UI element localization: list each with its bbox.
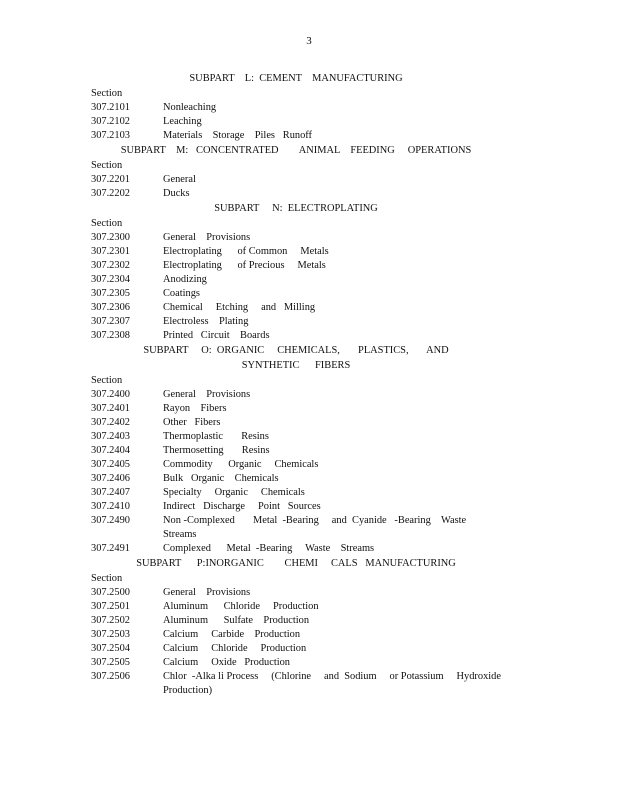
section-number: 307.2305 [91, 288, 130, 299]
subpart-heading: SYNTHETIC FIBERS [241, 360, 351, 371]
section-number: 307.2400 [91, 389, 130, 400]
section-row [91, 486, 501, 500]
section-number: 307.2501 [91, 601, 130, 612]
subpart-block [91, 557, 501, 698]
subpart-heading: SUBPART N: ELECTROPLATING [214, 203, 378, 214]
subpart-block [91, 344, 501, 556]
section-row [91, 614, 501, 628]
section-title: Electroplating of Precious Metals [163, 260, 326, 271]
section-row [91, 173, 501, 187]
section-number: 307.2101 [91, 102, 130, 113]
section-number: 307.2502 [91, 615, 130, 626]
section-row [91, 500, 501, 514]
section-number: 307.2490 [91, 515, 130, 526]
section-title: Complexed Metal -Bearing Waste Streams [163, 543, 375, 554]
section-row [91, 329, 501, 343]
section-label: Section [91, 375, 123, 386]
section-row [91, 129, 501, 143]
section-title: Printed Circuit Boards [163, 330, 270, 341]
section-number: 307.2402 [91, 417, 130, 428]
section-row [91, 388, 501, 402]
section-title: Other Fibers [163, 417, 221, 428]
section-row [91, 245, 501, 259]
section-label: Section [91, 88, 123, 99]
section-number: 307.2401 [91, 403, 130, 414]
section-number: 307.2301 [91, 246, 130, 257]
section-title: Nonleaching [163, 102, 217, 113]
section-title: Commodity Organic Chemicals [163, 459, 319, 470]
section-title: General Provisions [163, 587, 251, 598]
section-number: 307.2503 [91, 629, 130, 640]
section-number: 307.2102 [91, 116, 130, 127]
section-number: 307.2404 [91, 445, 130, 456]
section-row [91, 670, 501, 698]
section-number: 307.2505 [91, 657, 130, 668]
subpart-heading: SUBPART O: ORGANIC CHEMICALS, PLASTICS, AND [143, 345, 449, 356]
section-label: Section [91, 218, 123, 229]
subpart-block [91, 144, 501, 201]
section-row [91, 115, 501, 129]
section-title: Electroplating of Common Metals [163, 246, 329, 257]
section-number: 307.2406 [91, 473, 130, 484]
section-number: 307.2407 [91, 487, 130, 498]
section-number: 307.2201 [91, 174, 130, 185]
section-number: 307.2506 [91, 671, 130, 682]
section-title: Aluminum Sulfate Production [163, 615, 310, 626]
section-row [91, 642, 501, 656]
section-row [91, 430, 501, 444]
section-title: Non -Complexed Metal -Bearing and Cyanide -Bearing Waste Streams [163, 515, 477, 540]
section-title: General Provisions [163, 389, 251, 400]
section-row [91, 402, 501, 416]
subpart-block [91, 202, 501, 343]
section-number: 307.2103 [91, 130, 130, 141]
section-title: Calcium Oxide Production [163, 657, 290, 668]
section-row [91, 656, 501, 670]
section-title: Ducks [163, 188, 190, 199]
section-row [91, 458, 501, 472]
section-row [91, 101, 501, 115]
section-title: Thermoplastic Resins [163, 431, 269, 442]
section-title: Chemical Etching and Milling [163, 302, 316, 313]
section-title: Thermosetting Resins [163, 445, 270, 456]
page-number: 3 [306, 35, 312, 47]
section-number: 307.2410 [91, 501, 130, 512]
section-row [91, 600, 501, 614]
subpart-block [91, 72, 501, 143]
section-row [91, 315, 501, 329]
section-title: Indirect Discharge Point Sources [163, 501, 321, 512]
section-title: Calcium Carbide Production [163, 629, 301, 640]
section-row [91, 514, 501, 542]
section-number: 307.2300 [91, 232, 130, 243]
section-number: 307.2405 [91, 459, 130, 470]
section-number: 307.2504 [91, 643, 130, 654]
section-row [91, 586, 501, 600]
section-row [91, 542, 501, 556]
section-title: Chlor -Alka li Process (Chlorine and Sodium or Potassium Hydroxide Production) [163, 671, 501, 696]
section-row [91, 259, 501, 273]
section-row [91, 416, 501, 430]
section-title: Specialty Organic Chemicals [163, 487, 305, 498]
section-number: 307.2307 [91, 316, 130, 327]
section-number: 307.2491 [91, 543, 130, 554]
section-title: Calcium Chloride Production [163, 643, 307, 654]
section-title: Leaching [163, 116, 202, 127]
section-row [91, 472, 501, 486]
subpart-heading: SUBPART L: CEMENT MANUFACTURING [189, 73, 403, 84]
section-title: Coatings [163, 288, 200, 299]
section-row [91, 273, 501, 287]
section-number: 307.2500 [91, 587, 130, 598]
section-row [91, 444, 501, 458]
subpart-heading: SUBPART P:INORGANIC CHEMI CALS MANUFACTURING [136, 558, 456, 569]
section-number: 307.2302 [91, 260, 130, 271]
section-row [91, 287, 501, 301]
section-label: Section [91, 160, 123, 171]
section-number: 307.2202 [91, 188, 130, 199]
section-row [91, 231, 501, 245]
section-title: Bulk Organic Chemicals [163, 473, 279, 484]
section-title: Materials Storage Piles Runoff [163, 130, 313, 141]
section-title: General [163, 174, 196, 185]
section-row [91, 301, 501, 315]
section-number: 307.2306 [91, 302, 130, 313]
section-row [91, 628, 501, 642]
section-row [91, 187, 501, 201]
section-title: Electroless Plating [163, 316, 249, 327]
section-title: General Provisions [163, 232, 251, 243]
document-body [91, 72, 501, 699]
section-label: Section [91, 573, 123, 584]
section-title: Rayon Fibers [163, 403, 227, 414]
section-title: Anodizing [163, 274, 207, 285]
section-title: Aluminum Chloride Production [163, 601, 319, 612]
subpart-heading: SUBPART M: CONCENTRATED ANIMAL FEEDING OPERATIONS [120, 145, 472, 156]
section-number: 307.2308 [91, 330, 130, 341]
section-number: 307.2304 [91, 274, 130, 285]
section-number: 307.2403 [91, 431, 130, 442]
